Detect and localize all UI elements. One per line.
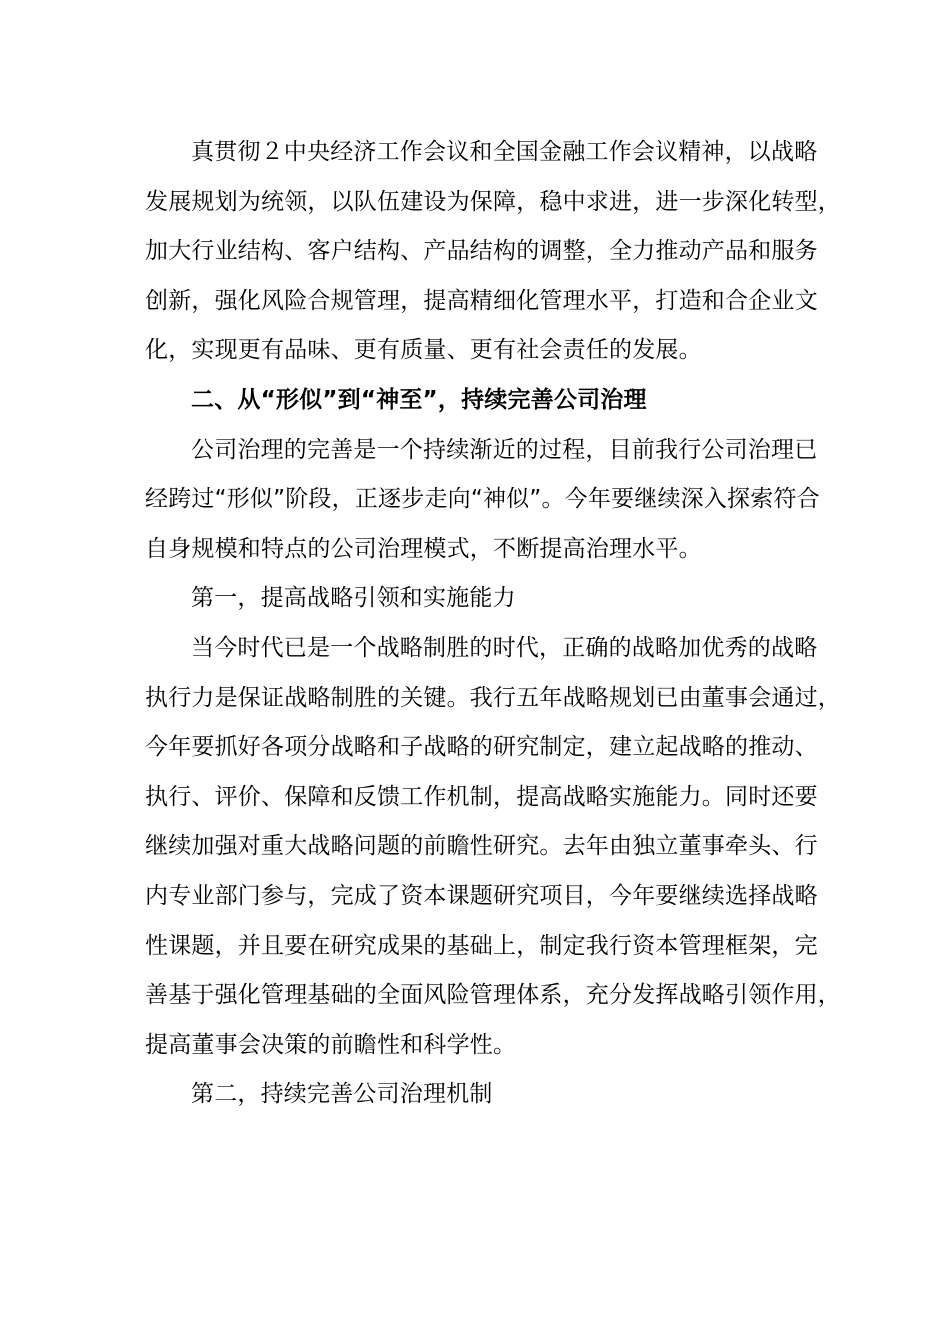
subsection-heading: 第一，提高战略引领和实施能力 (191, 585, 516, 612)
paragraph-line: 自身规模和特点的公司治理模式，不断提高治理水平。 (145, 535, 702, 562)
paragraph-line: 今年要抓好各项分战略和子战略的研究制定，建立起战略的推动、 (145, 734, 818, 761)
paragraph-line: 执行、评价、保障和反馈工作机制，提高战略实施能力。同时还要 (145, 783, 818, 810)
paragraph-line: 真贯彻２中央经济工作会议和全国金融工作会议精神，以战略 (191, 139, 818, 165)
paragraph-line: 公司治理的完善是一个持续渐近的过程，目前我行公司治理已 (191, 436, 818, 463)
document-body (145, 128, 841, 1120)
paragraph-line: 内专业部门参与，完成了资本课题研究项目，今年要继续选择战略 (145, 882, 818, 909)
paragraph-line: 执行力是保证战略制胜的关键。我行五年战略规划已由董事会通过， (145, 684, 841, 711)
paragraph-line: 性课题，并且要在研究成果的基础上，制定我行资本管理框架，完 (145, 932, 818, 959)
paragraph-line: 当今时代已是一个战略制胜的时代，正确的战略加优秀的战略 (191, 634, 818, 661)
paragraph-line: 加大行业结构、客户结构、产品结构的调整，全力推动产品和服务 (145, 238, 818, 265)
paragraph-line: 继续加强对重大战略问题的前瞻性研究。去年由独立董事牵头、行 (145, 833, 818, 860)
section-heading: 二、从“形似”到“神至”，持续完善公司治理 (191, 386, 647, 413)
paragraph-line: 化，实现更有品味、更有质量、更有社会责任的发展。 (145, 337, 702, 364)
paragraph-line: 创新，强化风险合规管理，提高精细化管理水平，打造和合企业文 (145, 287, 818, 314)
paragraph-line: 善基于强化管理基础的全面风险管理体系，充分发挥战略引领作用， (145, 982, 841, 1009)
paragraph-line: 经跨过“形似”阶段，正逐步走向“神似”。今年要继续深入探索符合 (145, 486, 820, 513)
paragraph-line: 提高董事会决策的前瞻性和科学性。 (145, 1031, 517, 1058)
paragraph-line: 发展规划为统领，以队伍建设为保障，稳中求进，进一步深化转型， (145, 188, 841, 215)
subsection-heading: 第二，持续完善公司治理机制 (191, 1081, 493, 1108)
